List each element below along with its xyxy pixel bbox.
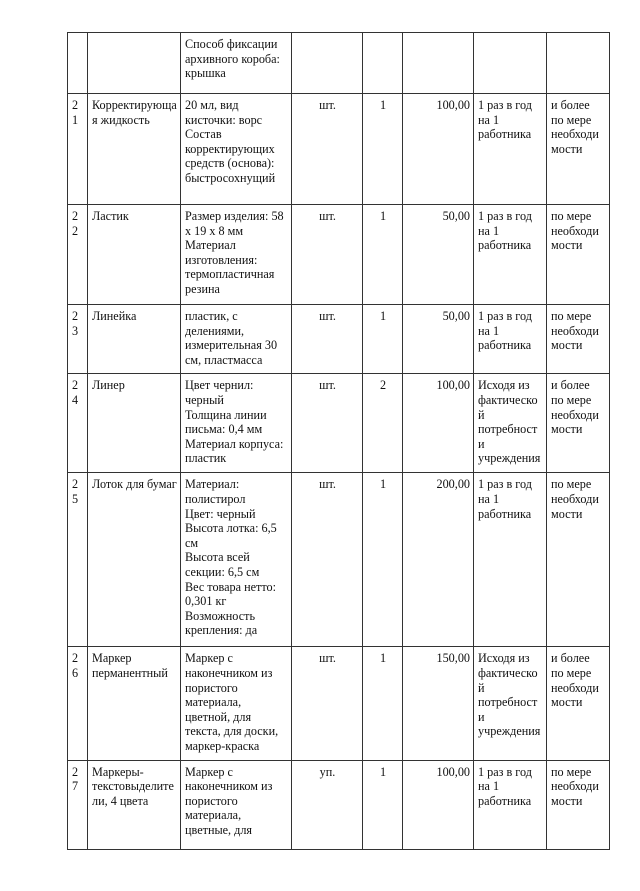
item-name bbox=[88, 33, 181, 94]
item-number: 22 bbox=[68, 205, 88, 305]
table-row bbox=[68, 305, 610, 374]
item-specification-line: быстросохнущий bbox=[185, 170, 276, 185]
item-name-line: Лоток для бумаг bbox=[92, 477, 177, 492]
item-frequency-line: на 1 bbox=[478, 779, 500, 794]
table-body bbox=[68, 33, 610, 850]
item-quantity: 1 bbox=[363, 647, 403, 760]
item-specification-line: см bbox=[185, 535, 199, 550]
item-note-line: по мере bbox=[551, 764, 592, 779]
item-frequency bbox=[474, 760, 547, 849]
item-specification-line: текста, для доски, bbox=[185, 724, 279, 739]
item-specification-line: термопластичная bbox=[185, 267, 275, 282]
item-frequency bbox=[474, 374, 547, 473]
item-frequency-line: работника bbox=[478, 506, 532, 521]
item-frequency-line: на 1 bbox=[478, 223, 500, 238]
item-price bbox=[403, 33, 474, 94]
item-unit: шт. bbox=[292, 205, 363, 305]
item-specification-line: пористого bbox=[185, 680, 238, 695]
item-specification-line: Способ фиксации bbox=[185, 37, 278, 51]
item-frequency-line: работника bbox=[478, 338, 532, 353]
item-price: 50,00 bbox=[403, 205, 474, 305]
item-specification-line: материала, bbox=[185, 695, 242, 710]
item-quantity: 2 bbox=[363, 374, 403, 473]
item-note-line: и более bbox=[551, 651, 590, 666]
item-number: 23 bbox=[68, 305, 88, 374]
item-note-line: мости bbox=[551, 422, 583, 437]
item-specification bbox=[181, 647, 292, 760]
item-note-line: необходи bbox=[551, 223, 599, 238]
item-frequency-line: учреждения bbox=[478, 451, 541, 466]
item-number: 27 bbox=[68, 760, 88, 849]
item-name bbox=[88, 760, 181, 849]
item-note-line: необходи bbox=[551, 323, 599, 338]
item-quantity: 1 bbox=[363, 305, 403, 374]
item-specification bbox=[181, 33, 292, 94]
item-specification-line: делениями, bbox=[185, 323, 245, 338]
item-price: 150,00 bbox=[403, 647, 474, 760]
item-name bbox=[88, 305, 181, 374]
item-frequency-line: на 1 bbox=[478, 491, 500, 506]
table-row bbox=[68, 760, 610, 849]
item-name-line: Ластик bbox=[92, 209, 129, 223]
item-specification-line: Состав bbox=[185, 127, 222, 142]
item-specification-line: кисточки: ворс bbox=[185, 112, 263, 127]
item-frequency bbox=[474, 33, 547, 94]
item-note bbox=[547, 305, 610, 374]
item-unit: шт. bbox=[292, 647, 363, 760]
item-name-line: Линер bbox=[92, 378, 125, 393]
table-row bbox=[68, 205, 610, 305]
item-note-line: по мере bbox=[551, 665, 592, 680]
item-specification-line: наконечником из bbox=[185, 779, 273, 794]
item-note-line: по мере bbox=[551, 477, 592, 492]
item-frequency-line: й bbox=[478, 680, 485, 695]
item-specification-line: маркер-краска bbox=[185, 738, 260, 753]
item-name bbox=[88, 647, 181, 760]
item-specification-line: Материал корпуса: bbox=[185, 436, 284, 451]
item-unit: шт. bbox=[292, 305, 363, 374]
item-note-line: и более bbox=[551, 98, 590, 112]
item-quantity: 1 bbox=[363, 94, 403, 205]
item-specification-line: черный bbox=[185, 392, 224, 407]
item-number bbox=[68, 33, 88, 94]
item-specification-line: 0,301 кг bbox=[185, 594, 227, 609]
item-specification-line: Высота лотка: 6,5 bbox=[185, 521, 277, 536]
item-price: 50,00 bbox=[403, 305, 474, 374]
item-frequency-line: Исходя из bbox=[478, 378, 530, 393]
item-specification-line: Высота всей bbox=[185, 550, 250, 565]
item-specification-line: Возможность bbox=[185, 608, 256, 623]
item-specification-line: крепления: да bbox=[185, 623, 258, 638]
item-specification-line: полистирол bbox=[185, 491, 246, 506]
item-frequency-line: фактическо bbox=[478, 392, 538, 407]
item-specification-line: Маркер с bbox=[185, 651, 233, 666]
item-number: 24 bbox=[68, 374, 88, 473]
item-frequency-line: на 1 bbox=[478, 112, 500, 127]
item-name-line: Корректирующа bbox=[92, 98, 177, 112]
item-specification-line: изготовления: bbox=[185, 252, 258, 267]
item-note-line: необходи bbox=[551, 779, 599, 794]
item-unit bbox=[292, 33, 363, 94]
item-specification-line: Размер изделия: 58 bbox=[185, 209, 284, 223]
item-frequency bbox=[474, 305, 547, 374]
item-specification-line: секции: 6,5 см bbox=[185, 564, 260, 579]
item-name bbox=[88, 205, 181, 305]
item-note-line: необходи bbox=[551, 680, 599, 695]
item-specification-line: цветной, для bbox=[185, 709, 252, 724]
item-note-line: по мере bbox=[551, 112, 592, 127]
item-specification-line: резина bbox=[185, 281, 220, 296]
item-specification-line: письма: 0,4 мм bbox=[185, 422, 263, 437]
table-row bbox=[68, 94, 610, 205]
item-specification-line: архивного короба: bbox=[185, 51, 280, 66]
item-price: 100,00 bbox=[403, 94, 474, 205]
item-specification-line: измерительная 30 bbox=[185, 338, 278, 353]
table-row bbox=[68, 473, 610, 647]
item-specification-line: пластик, с bbox=[185, 309, 238, 323]
item-note-line: мости bbox=[551, 141, 583, 156]
item-name bbox=[88, 473, 181, 647]
item-frequency-line: работника bbox=[478, 793, 532, 808]
item-note-line: необходи bbox=[551, 491, 599, 506]
item-quantity bbox=[363, 33, 403, 94]
item-note-line: необходи bbox=[551, 127, 599, 142]
item-frequency-line: учреждения bbox=[478, 724, 541, 739]
item-note bbox=[547, 94, 610, 205]
item-frequency-line: работника bbox=[478, 238, 532, 253]
item-specification-line: пластик bbox=[185, 451, 227, 466]
item-note-line: мости bbox=[551, 238, 583, 253]
items-table bbox=[67, 32, 610, 850]
item-specification bbox=[181, 205, 292, 305]
item-frequency-line: 1 раз в год bbox=[478, 209, 532, 223]
item-note bbox=[547, 473, 610, 647]
item-note bbox=[547, 374, 610, 473]
item-specification-line: корректирующих bbox=[185, 141, 275, 156]
item-note-line: мости bbox=[551, 695, 583, 710]
item-specification bbox=[181, 760, 292, 849]
item-note bbox=[547, 760, 610, 849]
item-name-line: ли, 4 цвета bbox=[92, 793, 149, 808]
item-name-line: я жидкость bbox=[92, 112, 150, 127]
item-specification-line: крышка bbox=[185, 66, 226, 81]
item-specification-line: пористого bbox=[185, 793, 238, 808]
item-number: 21 bbox=[68, 94, 88, 205]
item-note-line: мости bbox=[551, 793, 583, 808]
item-quantity: 1 bbox=[363, 760, 403, 849]
item-frequency bbox=[474, 205, 547, 305]
item-number: 25 bbox=[68, 473, 88, 647]
item-unit: уп. bbox=[292, 760, 363, 849]
item-name bbox=[88, 94, 181, 205]
item-specification bbox=[181, 374, 292, 473]
table-row bbox=[68, 33, 610, 94]
item-specification-line: x 19 x 8 мм bbox=[185, 223, 244, 238]
item-note-line: необходи bbox=[551, 407, 599, 422]
item-specification-line: цветные, для bbox=[185, 822, 253, 837]
item-frequency-line: й bbox=[478, 407, 485, 422]
item-note-line: по мере bbox=[551, 209, 592, 223]
item-price: 100,00 bbox=[403, 760, 474, 849]
item-specification-line: Маркер с bbox=[185, 764, 233, 779]
item-specification-line: Цвет: черный bbox=[185, 506, 256, 521]
item-quantity: 1 bbox=[363, 473, 403, 647]
item-frequency-line: 1 раз в год bbox=[478, 477, 532, 492]
item-frequency-line: фактическо bbox=[478, 665, 538, 680]
item-frequency-line: на 1 bbox=[478, 323, 500, 338]
item-specification-line: средств (основа): bbox=[185, 156, 275, 171]
item-specification-line: Материал bbox=[185, 238, 236, 253]
item-note-line: по мере bbox=[551, 309, 592, 323]
item-frequency bbox=[474, 94, 547, 205]
item-note-line: мости bbox=[551, 338, 583, 353]
item-frequency-line: потребности bbox=[478, 422, 538, 451]
item-unit: шт. bbox=[292, 94, 363, 205]
item-specification bbox=[181, 305, 292, 374]
item-name-line: Маркеры- bbox=[92, 764, 144, 779]
item-specification-line: Вес товара нетто: bbox=[185, 579, 277, 594]
item-note-line: мости bbox=[551, 506, 583, 521]
table-row bbox=[68, 647, 610, 760]
item-specification-line: Материал: bbox=[185, 477, 240, 492]
item-note-line: по мере bbox=[551, 392, 592, 407]
item-frequency-line: 1 раз в год bbox=[478, 309, 532, 323]
item-frequency-line: 1 раз в год bbox=[478, 98, 532, 112]
item-note bbox=[547, 647, 610, 760]
item-unit: шт. bbox=[292, 374, 363, 473]
item-name-line: текстовыделите bbox=[92, 779, 174, 794]
item-note-line: и более bbox=[551, 378, 590, 393]
item-specification-line: см, пластмасса bbox=[185, 352, 263, 367]
item-quantity: 1 bbox=[363, 205, 403, 305]
item-specification-line: материала, bbox=[185, 808, 242, 823]
item-number: 26 bbox=[68, 647, 88, 760]
item-frequency bbox=[474, 647, 547, 760]
item-frequency-line: работника bbox=[478, 127, 532, 142]
item-name-line: перманентный bbox=[92, 665, 168, 680]
item-note bbox=[547, 33, 610, 94]
item-frequency-line: 1 раз в год bbox=[478, 764, 532, 779]
item-specification-line: Цвет чернил: bbox=[185, 378, 254, 393]
item-unit: шт. bbox=[292, 473, 363, 647]
item-name-line: Линейка bbox=[92, 309, 137, 323]
table-row bbox=[68, 374, 610, 473]
item-frequency bbox=[474, 473, 547, 647]
item-specification-line: 20 мл, вид bbox=[185, 98, 239, 112]
item-specification bbox=[181, 473, 292, 647]
item-note bbox=[547, 205, 610, 305]
item-specification-line: Толщина линии bbox=[185, 407, 267, 422]
item-name bbox=[88, 374, 181, 473]
item-name-line: Маркер bbox=[92, 651, 132, 666]
item-specification-line: наконечником из bbox=[185, 665, 273, 680]
item-specification bbox=[181, 94, 292, 205]
item-price: 200,00 bbox=[403, 473, 474, 647]
item-frequency-line: Исходя из bbox=[478, 651, 530, 666]
item-price: 100,00 bbox=[403, 374, 474, 473]
item-frequency-line: потребности bbox=[478, 695, 538, 724]
